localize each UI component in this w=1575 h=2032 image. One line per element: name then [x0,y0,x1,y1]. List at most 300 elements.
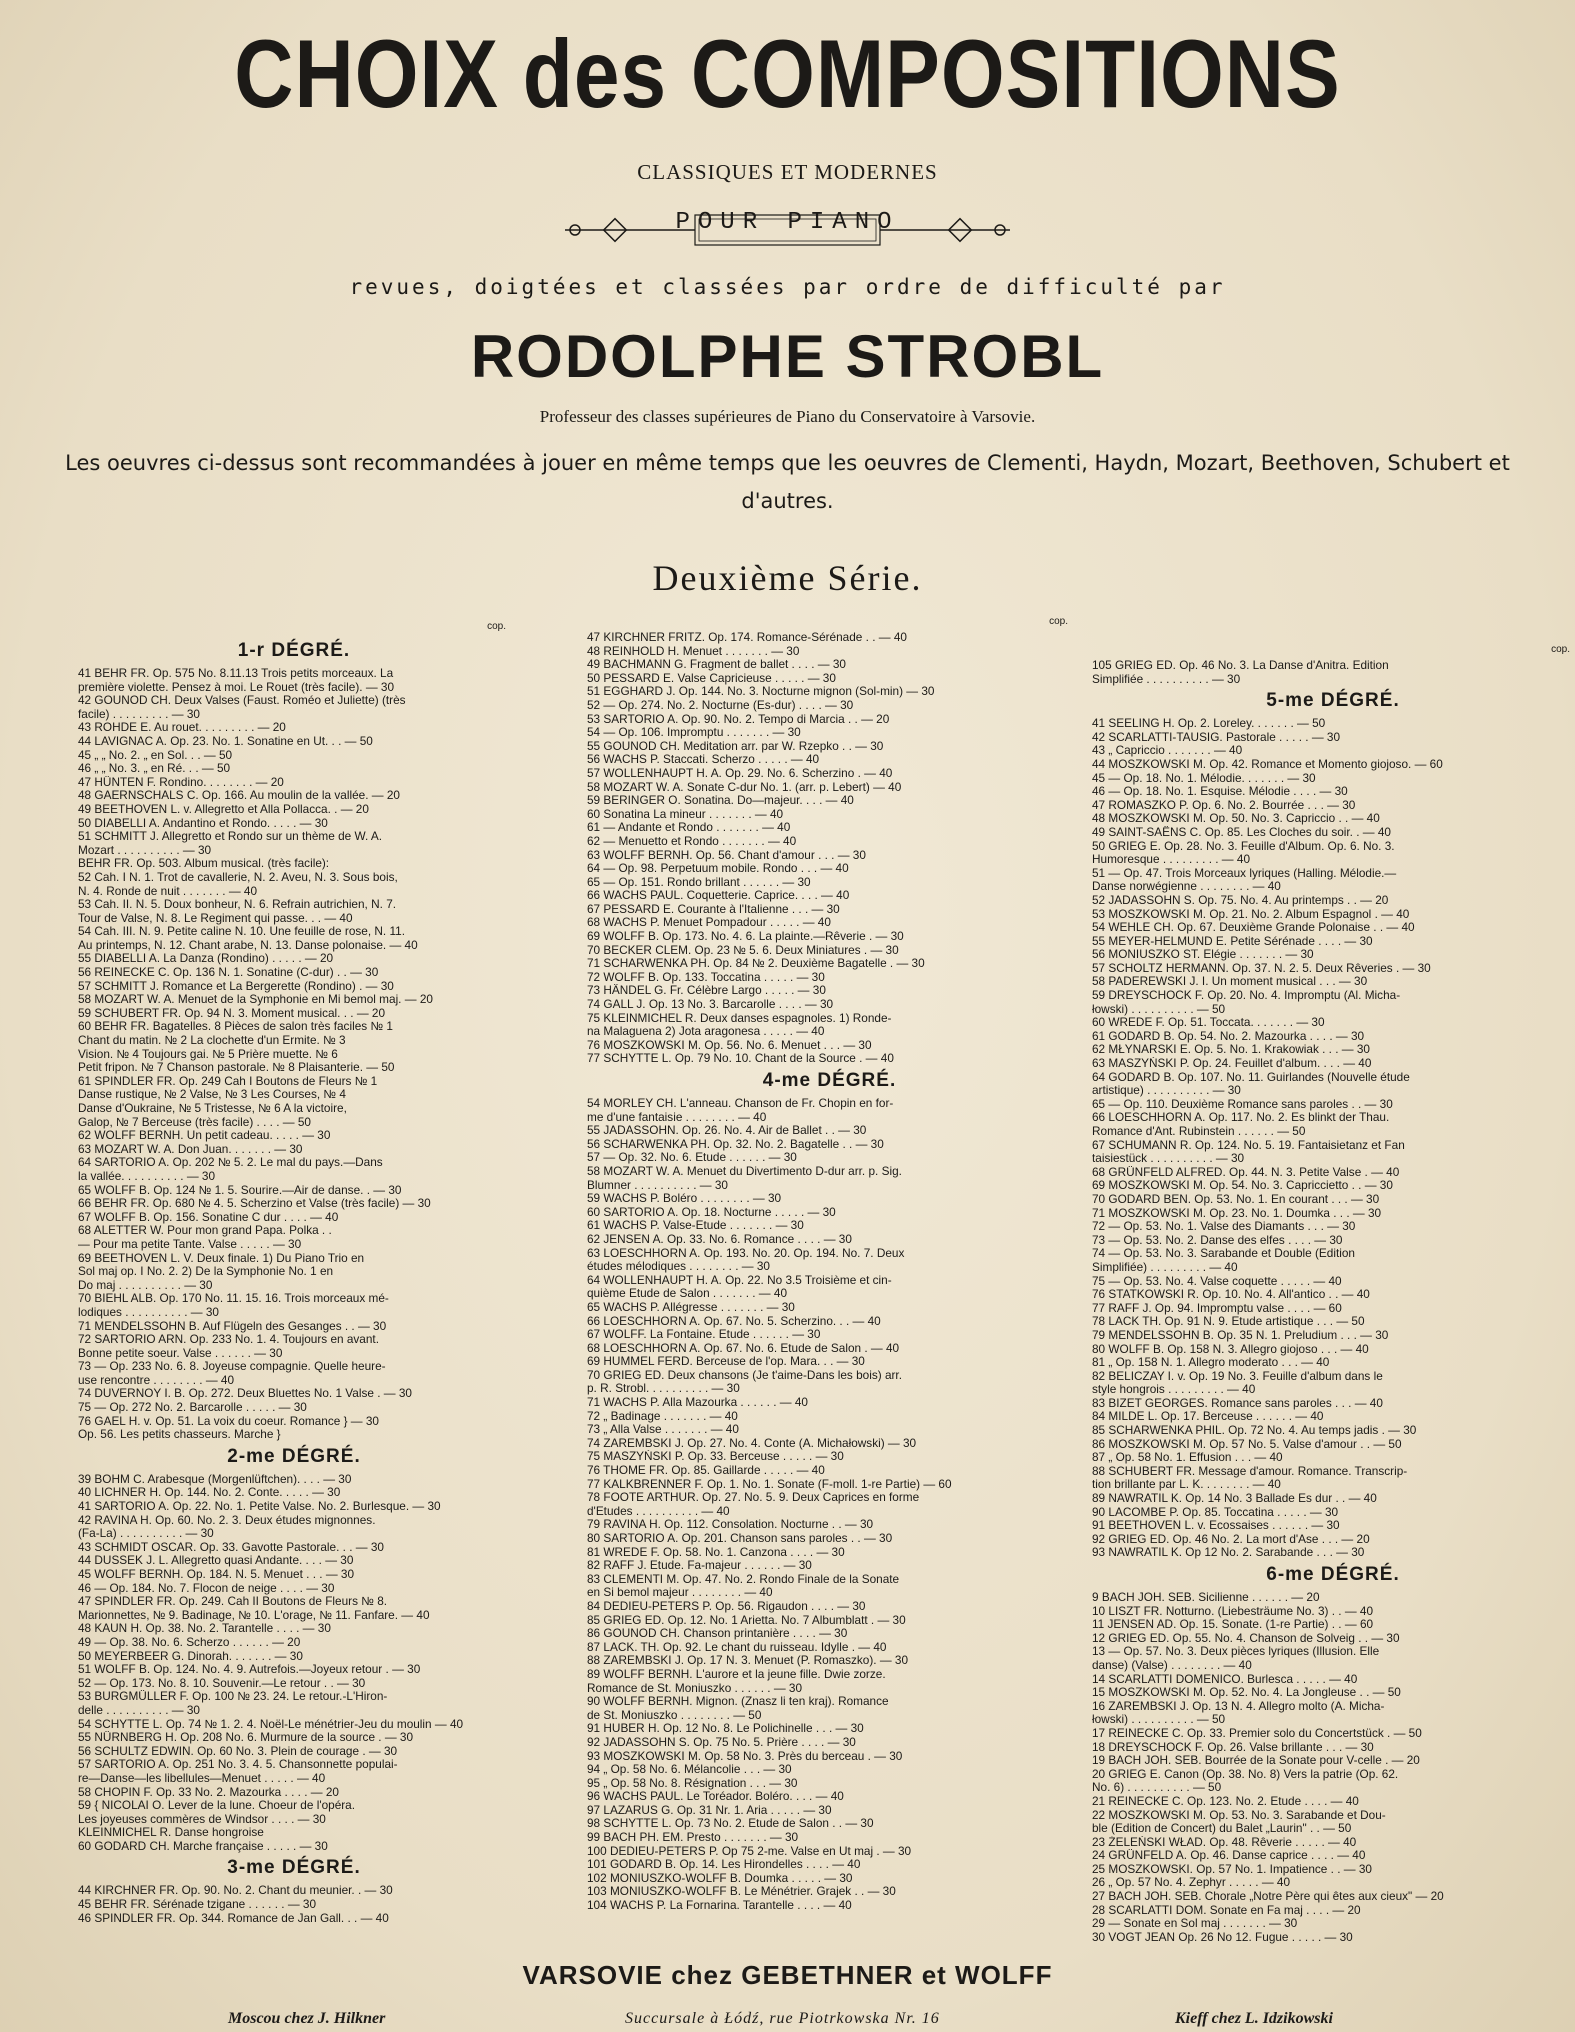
catalog-entry: 55 NÜRNBERG H. Op. 208 No. 6. Murmure de la source . — 30 [78,1731,414,1745]
catalog-entry: 81 „ Op. 158 N. 1. Allegro moderato . . . — 40 [1092,1356,1330,1370]
catalog-entry: 74 DUVERNOY I. B. Op. 272. Deux Bluettes No. 1 Valse . — 30 [78,1387,412,1401]
catalog-entry: Chant du matin. № 2 La clochette d'un Ermite. № 3 [78,1034,346,1048]
catalog-entry: 67 PESSARD E. Courante à l'Italienne . . . — 30 [587,902,840,916]
catalog-entry: 70 GODARD BEN. Op. 53. No. 1. En courant . . . — 30 [1092,1192,1380,1206]
degree-heading: 6-me DÉGRÉ. [1266,1564,1400,1585]
catalog-entry: études mélodiques . . . . . . . . — 30 [587,1260,770,1274]
catalog-entry: 61 WACHS P. Valse-Etude . . . . . . . — 30 [587,1219,804,1233]
catalog-entry: 73 — Op. 233 No. 6. 8. Joyeuse compagnie. Quelle heure- [78,1360,386,1374]
catalog-entry: 98 SCHYTTE L. Op. 73 No. 2. Etude de Salon . . — 30 [587,1817,874,1831]
catalog-entry: 62 MŁYNARSKI E. Op. 5. No. 1. Krakowiak . . . — 30 [1092,1043,1370,1057]
catalog-entry: 57 WOLLENHAUPT H. A. Op. 29. No. 6. Scherzino . — 40 [587,766,893,780]
page-subtitle: CLASSIQUES ET MODERNES [637,160,938,184]
catalog-entry: łowski) . . . . . . . . . . — 50 [1092,1713,1226,1727]
catalog-entry: Blumner . . . . . . . . . . — 30 [587,1178,728,1192]
catalog-entry: 78 LACK TH. Op. 91 N. 9. Etude artistique . . . — 50 [1092,1315,1365,1329]
catalog-entry: 94 „ Op. 58 No. 6. Mélancolie . . . — 30 [587,1763,792,1777]
catalog-entry: 18 DREYSCHOCK F. Op. 26. Valse brillante . . . — 30 [1092,1740,1374,1754]
catalog-entry: łowski) . . . . . . . . . . — 50 [1092,1002,1226,1016]
catalog-entry: 17 REINECKE C. Op. 33. Premier solo du Concertstück . — 50 [1092,1726,1422,1740]
column-1 [78,620,510,1925]
catalog-entry: 48 KAUN H. Op. 38. No. 2. Tarantelle . . . . — 30 [78,1622,331,1636]
catalog-entry: 42 SCARLATTI-TAUSIG. Pastorale . . . . . — 30 [1092,730,1341,744]
catalog-entry: 49 — Op. 38. No. 6. Scherzo . . . . . . — 20 [78,1635,301,1649]
catalog-entry: — Pour ma petite Tante. Valse . . . . . — 30 [78,1237,302,1251]
catalog-entry: 84 DEDIEU-PETERS P. Op. 56. Rigaudon . . . . — 30 [587,1599,866,1613]
catalog-entry: Simplifiée . . . . . . . . . . — 30 [1092,672,1241,686]
catalog-entry: 22 MOSZKOWSKI M. Op. 53. No. 3. Sarabande et Dou- [1092,1808,1386,1822]
catalog-entry: 82 BELICZAY I. v. Op. 19 No. 3. Feuille d'album dans le [1092,1369,1383,1383]
catalog-entry: 63 MASZYŃSKI P. Op. 24. Feuillet d'album. . . . — 40 [1092,1057,1372,1071]
catalog-entry: BEHR FR. Op. 503. Album musical. (très facile): [78,857,330,871]
catalog-entry: 42 GOUNOD CH. Deux Valses (Faust. Roméo et Juliette) (très [78,694,406,708]
catalog-entry: 72 — Op. 53. No. 1. Valse des Diamants . . . — 30 [1092,1220,1356,1234]
series-heading: Deuxième Série. [652,558,923,598]
catalog-entry: 43 „ Capriccio . . . . . . . — 40 [1092,744,1243,758]
catalog-entry: 42 RAVINA H. Op. 60. No. 2. 3. Deux études mignonnes. [78,1513,376,1527]
catalog-entry: 56 REINECKE C. Op. 136 N. 1. Sonatine (C-dur) . . — 30 [78,966,379,980]
catalog-entry: 93 NAWRATIL K. Op 12 No. 2. Sarabande . . . — 30 [1092,1546,1365,1560]
catalog-entry: 91 BEETHOVEN L. v. Ecossaises . . . . . . — 30 [1092,1519,1340,1533]
catalog-entry: 85 SCHARWENKA PHIL. Op. 72 No. 4. Au temps jadis . — 30 [1092,1424,1417,1438]
catalog-entry: 19 BACH JOH. SEB. Bourrée de la Sonate pour V-celle . — 20 [1092,1754,1420,1768]
publisher-line: VARSOVIE chez GEBETHNER et WOLFF [522,1960,1053,1990]
catalog-entry: d'Etudes . . . . . . . . . . — 40 [587,1504,730,1518]
catalog-entry: 51 — Op. 47. Trois Morceaux lyriques (Halling. Mélodie.— [1092,866,1397,880]
catalog-entry: 63 MOZART W. A. Don Juan. . . . . . . — 30 [78,1142,303,1156]
catalog-entry: 86 GOUNOD CH. Chanson printanière . . . . — 30 [587,1627,848,1641]
catalog-entry: 75 — Op. 272 No. 2. Barcarolle . . . . . — 30 [78,1401,307,1415]
catalog-entry: Humoresque . . . . . . . . . — 40 [1092,853,1251,867]
catalog-entry: 67 WOLFF B. Op. 156. Sonatine C dur . . . . — 40 [78,1210,339,1224]
catalog-entry: 65 WOLFF B. Op. 124 № 1. 5. Sourire.—Air de danse. . — 30 [78,1183,402,1197]
catalog-entry: 90 WOLFF BERNH. Mignon. (Znasz li ten kraj). Romance [587,1695,889,1709]
catalog-entry: 72 SARTORIO ARN. Op. 233 No. 1. 4. Toujours en avant. [78,1333,379,1347]
catalog-entry: 77 KALKBRENNER F. Op. 1. No. 1. Sonate (F-moll. 1-re Partie) — 60 [587,1477,952,1491]
catalog-entry: 91 HUBER H. Op. 12 No. 8. Le Polichinelle . . . — 30 [587,1722,864,1736]
imprint-center: Succursale à Łódź, rue Piotrkowska Nr. 16 [625,2010,940,2027]
catalog-entry: (Fa-La) . . . . . . . . . . — 30 [78,1527,214,1541]
catalog-entry: 15 MOSZKOWSKI M. Op. 52. No. 4. La Jongleuse . . — 50 [1092,1686,1401,1700]
catalog-entry: 74 GALL J. Op. 13 No. 3. Barcarolle . . . . — 30 [587,998,834,1012]
catalog-entry: 25 MOSZKOWSKI. Op. 57 No. 1. Impatience . . — 30 [1092,1862,1372,1876]
catalog-entry: 61 GODARD B. Op. 54. No. 2. Mazourka . . . . — 30 [1092,1029,1365,1043]
catalog-entry: 28 SCARLATTI DOM. Sonate en Fa maj . . . . — 20 [1092,1903,1361,1917]
catalog-entry: 68 LOESCHHORN A. Op. 67. No. 6. Etude de Salon . — 40 [587,1341,900,1355]
catalog-entry: 46 — Op. 184. No. 7. Flocon de neige . . . . — 30 [78,1581,335,1595]
catalog-entry: 44 MOSZKOWSKI M. Op. 42. Romance et Momento giojoso. — 60 [1092,757,1443,771]
catalog-entry: 48 REINHOLD H. Menuet . . . . . . . — 30 [587,644,800,658]
catalog-entry: 13 — Op. 57. No. 3. Deux pièces lyriques (Illusion. Elle [1092,1645,1380,1659]
catalog-entry: 11 JENSEN AD. Op. 15. Sonate. (1-re Partie) . . — 60 [1092,1618,1374,1632]
catalog-entry: 9 BACH JOH. SEB. Sicilienne . . . . . . — 20 [1092,1591,1320,1604]
catalog-entry: 74 — Op. 53. No. 3. Sarabande et Double (Edition [1092,1247,1355,1261]
catalog-entry: première violette. Pensez à moi. Le Rouet (très facile). — 30 [78,680,395,694]
entry-list [1092,659,1574,686]
degree-heading: 5-me DÉGRÉ. [1266,690,1400,712]
catalog-entry: 59 SCHUBERT FR. Op. 94 N. 3. Moment musical. . . — 20 [78,1006,386,1020]
catalog-entry: 78 FOOTE ARTHUR. Op. 27. No. 5. 9. Deux Caprices en forme [587,1491,920,1505]
catalog-entry: 30 VOGT JEAN Op. 26 No 12. Fugue . . . . . — 30 [1092,1930,1353,1944]
catalog-entry: 58 PADEREWSKI J. I. Un moment musical . . . — 30 [1092,975,1368,989]
catalog-entry: 66 BEHR FR. Op. 680 № 4. 5. Scherzino et Valse (très facile) — 30 [78,1197,431,1211]
catalog-entry: 76 GAEL H. v. Op. 51. La voix du coeur. Romance } — 30 [78,1414,379,1428]
catalog-entry: 69 HUMMEL FERD. Berceuse de l'op. Mara. . . — 30 [587,1355,865,1369]
catalog-entry: 60 GODARD CH. Marche française . . . . . — 30 [78,1839,328,1853]
catalog-entry: use rencontre . . . . . . . . — 40 [78,1373,235,1387]
entry-list [1092,717,1574,1560]
catalog-entry: 82 RAFF J. Etude. Fa-majeur . . . . . . — 30 [587,1559,812,1573]
catalog-entry: 55 GOUNOD CH. Meditation arr. par W. Rzepko . . — 30 [587,739,884,753]
catalog-entry: 14 SCARLATTI DOMENICO. Burlesca . . . . . — 40 [1092,1672,1358,1686]
entry-list [78,1473,510,1854]
catalog-entry: 105 GRIEG ED. Op. 46 No. 3. La Danse d'Anitra. Edition [1092,659,1389,672]
catalog-entry: 62 WOLFF BERNH. Un petit cadeau. . . . . — 30 [78,1129,331,1143]
catalog-entry: 89 NAWRATIL K. Op. 14 No. 3 Ballade Es dur . . — 40 [1092,1492,1377,1506]
catalog-entry: 39 BOHM C. Arabesque (Morgenlüftchen). . . . — 30 [78,1472,352,1486]
degree-heading: 3-me DÉGRÉ. [227,1857,361,1879]
catalog-entry: 24 GRÜNFELD A. Op. 46. Danse caprice . . . . — 40 [1092,1849,1366,1863]
catalog-entry: 51 EGGHARD J. Op. 144. No. 3. Nocturne mignon (Sol-min) — 30 [587,685,935,699]
catalog-entry: 73 „ Alla Valse . . . . . . . — 40 [587,1423,739,1437]
catalog-entry: 59 { NICOLAI O. Lever de la lune. Choeur de l'opéra. [78,1799,356,1813]
catalog-entry: 20 GRIEG E. Canon (Op. 38. No. 8) Vers la patrie (Op. 62. [1092,1767,1399,1781]
catalog-entry: 23 ŻELEŃSKI WŁAD. Op. 48. Rêverie . . . . . — 40 [1092,1835,1357,1849]
catalog-entry: 65 — Op. 110. Deuxième Romance sans paroles . . — 30 [1092,1097,1393,1111]
catalog-entry: danse) (Valse) . . . . . . . . — 40 [1092,1658,1252,1672]
catalog-entry: 69 BEETHOVEN L. V. Deux finale. 1) Du Piano Trio en [78,1251,365,1265]
catalog-entry: 69 WOLFF B. Op. 173. No. 4. 6. La plainte.—Rêverie . — 30 [587,930,904,944]
catalog-entry: 65 — Op. 151. Rondo brillant . . . . . . — 30 [587,875,811,889]
cop-label: cop. [1551,644,1570,655]
catalog-entry: 84 MILDE L. Op. 17. Berceuse . . . . . . — 40 [1092,1410,1324,1424]
catalog-entry: 52 — Op. 173. No. 8. 10. Souvenir.—Le retour . . — 30 [78,1676,366,1690]
entry-list [78,667,510,1442]
catalog-entry: 89 WOLFF BERNH. L'aurore et la jeune fille. Dwie zorze. [587,1667,886,1681]
degree-heading: 1-r DÉGRÉ. [237,640,351,661]
catalog-entry: 60 Sonatina La mineur . . . . . . . — 40 [587,807,784,821]
catalog-entry: 70 BECKER CLEM. Op. 23 № 5. 6. Deux Miniatures . — 30 [587,943,899,957]
catalog-entry: 54 SCHYTTE L. Op. 74 № 1. 2. 4. Noël-Le ménétrier-Jeu du moulin — 40 [78,1717,464,1731]
catalog-entry: 104 WACHS P. La Fornarina. Tarantelle . . . . — 40 [587,1899,852,1913]
catalog-entry: 56 MONIUSZKO ST. Elégie . . . . . . . — 30 [1092,948,1314,962]
catalog-entry: 52 JADASSOHN S. Op. 75. No. 4. Au printemps . . — 20 [1092,893,1389,907]
catalog-entry: 66 WACHS PAUL. Coquetterie. Caprice. . . . — 40 [587,889,850,903]
catalog-entry: 55 DIABELLI A. La Danza (Rondino) . . . . . — 20 [78,952,334,966]
catalog-entry: 69 MOSZKOWSKI M. Op. 54. No. 3. Capriccietto . . — 30 [1092,1179,1393,1193]
catalog-entry: en Si bemol majeur . . . . . . . . — 40 [587,1586,773,1600]
catalog-entry: 58 MOZART W. A. Sonate C-dur No. 1. (arr. p. Lebert) — 40 [587,780,902,794]
catalog-entry: 73 — Op. 53. No. 2. Danse des elfes . . . . — 30 [1092,1233,1343,1247]
catalog-entry: 73 HÄNDEL G. Fr. Célèbre Largo . . . . . — 30 [587,984,826,998]
catalog-entry: Tour de Valse, N. 8. Le Regiment qui passe. . . — 40 [78,911,353,925]
catalog-entry: Sol maj op. I No. 2. 2) De la Symphonie No. 1 en [78,1265,334,1279]
catalog-entry: 96 WACHS PAUL. Le Toréador. Boléro. . . . — 40 [587,1790,844,1804]
degree-heading: 2-me DÉGRÉ. [227,1445,361,1467]
catalog-entry: 68 GRÜNFELD ALFRED. Op. 44. N. 3. Petite Valse . — 40 [1092,1165,1400,1179]
catalog-entry: 64 SARTORIO A. Op. 202 № 5. 2. Le mal du pays.—Dans [78,1156,383,1170]
catalog-entry: 99 BACH PH. EM. Presto . . . . . . . — 30 [587,1831,799,1845]
catalog-entry: 56 SCHULTZ EDWIN. Op. 60 No. 3. Plein de courage . — 30 [78,1744,398,1758]
catalog-entry: 45 BEHR FR. Sérénade tzigane . . . . . . — 30 [78,1898,317,1912]
catalog-entry: 92 JADASSOHN S. Op. 75 No. 5. Prière . . . . — 30 [587,1735,856,1749]
catalog-entry: 66 LOESCHHORN A. Op. 67. No. 5. Scherzino. . . — 40 [587,1314,881,1328]
catalog-entry: 60 WREDE F. Op. 51. Toccata. . . . . . . — 30 [1092,1016,1325,1030]
catalog-entry: Danse norwégienne . . . . . . . . — 40 [1092,880,1281,894]
catalog-entry: 79 RAVINA H. Op. 112. Consolation. Nocturne . . — 30 [587,1518,874,1532]
entry-list [1092,1591,1574,1944]
catalog-entry: 76 MOSZKOWSKI M. Op. 56. No. 6. Menuet . . . — 30 [587,1038,872,1052]
catalog-entry: 41 SARTORIO A. Op. 22. No. 1. Petite Valse. No. 2. Burlesque. — 30 [78,1500,441,1514]
catalog-entry: 97 LAZARUS G. Op. 31 Nr. 1. Aria . . . . . — 30 [587,1803,832,1817]
imprint-left: Moscou chez J. Hilkner [228,2010,386,2027]
catalog-entry: 75 KLEINMICHEL R. Deux danses espagnoles. 1) Ronde- [587,1011,892,1025]
catalog-entry: 65 WACHS P. Allégresse . . . . . . . — 30 [587,1300,795,1314]
catalog-entry: No. 6) . . . . . . . . . . — 50 [1092,1781,1222,1795]
catalog-entry: 55 JADASSOHN. Op. 26. No. 4. Air de Ballet . . — 30 [587,1124,867,1138]
catalog-entry: de St. Moniuszko . . . . . . . . — 50 [587,1708,762,1722]
catalog-entry: 63 LOESCHHORN A. Op. 193. No. 20. Op. 194. No. 7. Deux [587,1246,905,1260]
catalog-entry: 62 — Menuetto et Rondo . . . . . . . — 40 [587,834,797,848]
catalog-entry: 100 DEDIEU-PETERS P. Op 75 2-me. Valse en Ut maj . — 30 [587,1844,912,1858]
catalog-entry: 44 LAVIGNAC A. Op. 23. No. 1. Sonatine en Ut. . . — 50 [78,734,373,748]
catalog-entry: 75 MASZYŃSKI P. Op. 33. Berceuse . . . . . — 30 [587,1450,844,1464]
catalog-entry: 60 SARTORIO A. Op. 18. Nocturne . . . . . — 30 [587,1205,836,1219]
cop-label: cop. [487,621,506,632]
entry-list [78,1884,510,1925]
catalog-entry: 43 ROHDE E. Au rouet. . . . . . . . . — 20 [78,721,286,735]
catalog-entry: delle . . . . . . . . . . — 30 [78,1703,200,1717]
catalog-entry: 58 CHOPIN F. Op. 33 No. 2. Mazourka . . . . — 20 [78,1785,339,1799]
catalog-entry: 93 MOSZKOWSKI M. Op. 58 No. 3. Près du berceau . — 30 [587,1749,903,1763]
catalog-entry: KLEINMICHEL R. Danse hongroise [78,1826,264,1840]
pour-piano-label: POUR PIANO [675,209,900,236]
catalog-entry: 44 KIRCHNER FR. Op. 90. No. 2. Chant du meunier. . — 30 [78,1884,393,1898]
catalog-entry: Bonne petite soeur. Valse . . . . . . — 30 [78,1346,283,1360]
catalog-entry: 58 MOZART W. A. Menuet du Divertimento D-dur arr. p. Sig. [587,1164,902,1178]
catalog-entry: 85 GRIEG ED. Op. 12. No. 1 Arietta. No. 7 Albumblatt . — 30 [587,1613,906,1627]
catalog-entry: 57 SCHMITT J. Romance et La Bergerette (Rondino) . — 30 [78,979,394,993]
imprint-right: Kieff chez L. Idzikowski [1175,2010,1333,2027]
catalog-entry: Les joyeuses commères de Windsor . . . . — 30 [78,1812,326,1826]
catalog-entry: 43 SCHMIDT OSCAR. Op. 33. Gavotte Pastorale. . . — 30 [78,1540,384,1554]
catalog-entry: 26 „ Op. 57 No. 4. Zephyr . . . . . — 40 [1092,1876,1291,1890]
catalog-entry: 55 MEYER-HELMUND E. Petite Sérénade . . . . — 30 [1092,934,1373,948]
catalog-entry: 51 WOLFF B. Op. 124. No. 4. 9. Autrefois.—Joyeux retour . — 30 [78,1663,421,1677]
catalog-entry: 46 „ „ No. 3. „ en Ré. . . — 50 [78,762,231,776]
catalog-entry: 101 GODARD B. Op. 14. Les Hirondelles . . . . — 40 [587,1858,861,1872]
catalog-entry: 53 BURGMÜLLER F. Op. 100 № 23. 24. Le retour.-L'Hiron- [78,1690,388,1704]
catalog-entry: 27 BACH JOH. SEB. Chorale „Notre Père qui êtes aux cieux" — 20 [1092,1890,1444,1904]
catalog-entry: 103 MONIUSZKO-WOLFF B. Le Ménétrier. Grajek . . — 30 [587,1885,896,1899]
catalog-entry: Romance de St. Moniuszko . . . . . . — 30 [587,1681,803,1695]
catalog-entry: 50 GRIEG E. Op. 28. No. 3. Feuille d'Album. Op. 6. No. 3. [1092,839,1395,853]
catalog-entry: 71 MOSZKOWSKI M. Op. 23. No. 1. Doumka . . . — 30 [1092,1206,1382,1220]
catalog-entry: 53 Cah. II. N. 5. Doux bonheur, N. 6. Refrain autrichien, N. 7. [78,898,397,912]
catalog-entry: Au printemps, N. 12. Chant arabe, N. 13. Danse polonaise. — 40 [78,938,418,952]
catalog-entry: lodiques . . . . . . . . . . — 30 [78,1305,219,1319]
author-title: Professeur des classes supérieures de Piano du Conservatoire à Varsovie. [539,407,1036,426]
catalog-entry: Romance d'Ant. Rubinstein . . . . . . — 50 [1092,1125,1306,1138]
catalog-entry: 76 THOME FR. Op. 85. Gaillarde . . . . . — 40 [587,1464,825,1478]
catalog-entry: 54 WEHLE CH. Op. 67. Deuxième Grande Polonaise . . — 40 [1092,921,1415,935]
catalog-entry: 48 MOSZKOWSKI M. Op. 50. No. 3. Capriccio . . — 40 [1092,812,1380,826]
catalog-entry: Op. 56. Les petits chasseurs. Marche } [78,1428,281,1442]
catalog-entry: 47 HÜNTEN F. Rondino. . . . . . . . — 20 [78,775,284,789]
catalog-entry: 48 GAERNSCHALS C. Op. 166. Au moulin de la vallée. — 20 [78,789,400,803]
catalog-entry: 68 ALETTER W. Pour mon grand Papa. Polka . . [78,1224,332,1238]
catalog-entry: 50 DIABELLI A. Andantino et Rondo. . . . . — 30 [78,816,328,830]
catalog-entry: Galop, № 7 Berceuse (très facile) . . . . — 50 [78,1115,311,1129]
catalog-entry: 45 WOLFF BERNH. Op. 184. N. 5. Menuet . . . — 30 [78,1568,355,1581]
catalog-entry: 80 SARTORIO A. Op. 201. Chanson sans paroles . . — 30 [587,1532,893,1545]
catalog-entry: Do maj . . . . . . . . . . — 30 [78,1278,213,1292]
catalog-entry: 60 BEHR FR. Bagatelles. 8 Pièces de salon très faciles № 1 [78,1020,393,1034]
catalog-entry: 87 „ Op. 58 No. 1. Effusion . . . — 40 [1092,1451,1283,1465]
catalog-entry: na Malaguena 2) Jota aragonesa . . . . . — 40 [587,1025,825,1039]
catalog-entry: 83 CLEMENTI M. Op. 47. No. 2. Rondo Finale de la Sonate [587,1572,900,1586]
degree-heading: 4-me DÉGRÉ. [762,1070,897,1091]
catalog-entry: 75 — Op. 53. No. 4. Valse coquette . . . . . — 40 [1092,1274,1342,1288]
catalog-entry: 88 ZAREMBSKI J. Op. 17 N. 3. Menuet (P. Romaszko). — 30 [587,1654,909,1668]
catalog-entry: 64 — Op. 98. Perpetuum mobile. Rondo . . . — 40 [587,862,849,876]
catalog-entry: 92 GRIEG ED. Op. 46 No. 2. La mort d'Ase . . . — 20 [1092,1532,1370,1546]
catalog-entry: 76 STATKOWSKI R. Op. 10. No. 4. All'antico . . — 40 [1092,1288,1370,1302]
catalog-entry: 67 WOLFF. La Fontaine. Etude . . . . . . — 30 [587,1328,821,1342]
catalog-entry: 74 ZAREMBSKI J. Op. 27. No. 4. Conte (A. Michałowski) — 30 [587,1436,917,1450]
catalog-entry: 54 Cah. III. N. 9. Petite caline N. 10. Une feuille de rose, N. 11. [78,925,405,939]
catalog-entry: 67 SCHUMANN R. Op. 124. No. 5. 19. Fantaisietanz et Fan [1092,1138,1405,1152]
catalog-entry: 77 SCHYTTE L. Op. 79 No. 10. Chant de la Source . — 40 [587,1052,894,1066]
catalog-entry: artistique) . . . . . . . . . . — 30 [1092,1084,1241,1098]
catalog-entry: 54 — Op. 106. Impromptu . . . . . . . — 30 [587,726,801,740]
catalog-entry: la vallée. . . . . . . . . . — 30 [78,1169,216,1183]
catalog-entry: taisiestück . . . . . . . . . . — 30 [1092,1152,1245,1166]
catalog-entry: facile) . . . . . . . . . — 30 [78,707,200,721]
catalog-entry: 87 LACK. TH. Op. 92. Le chant du ruisseau. Idylle . — 40 [587,1640,887,1654]
catalog-entry: 49 SAINT-SAËNS C. Op. 85. Les Cloches du soir. . — 40 [1092,825,1391,839]
catalog-entry: 64 WOLLENHAUPT H. A. Op. 22. No 3.5 Troisième et cin- [587,1273,892,1287]
catalog-entry: 53 SARTORIO A. Op. 90. No. 2. Tempo di Marcia . . — 20 [587,712,890,726]
catalog-entry: 72 WOLFF B. Op. 133. Toccatina . . . . . — 30 [587,970,825,984]
catalog-entry: 68 WACHS P. Menuet Pompadour . . . . . — 40 [587,916,831,930]
catalog-entry: 90 LACOMBE P. Op. 85. Toccatina . . . . . — 30 [1092,1505,1339,1519]
catalog-entry: 47 ROMASZKO P. Op. 6. No. 2. Bourrée . . . — 30 [1092,798,1356,812]
catalog-entry: style hongrois . . . . . . . . . — 40 [1092,1383,1256,1397]
catalog-entry: 102 MONIUSZKO-WOLFF B. Doumka . . . . . — 30 [587,1871,853,1885]
catalog-entry: 41 SEELING H. Op. 2. Loreley. . . . . . . — 50 [1092,717,1326,731]
catalog-entry: tion brillante par L. K. . . . . . . . — 40 [1092,1478,1281,1492]
catalog-entry: 51 SCHMITT J. Allegretto et Rondo sur un thème de W. A. [78,830,383,844]
catalog-entry: 45 — Op. 18. No. 1. Mélodie. . . . . . . — 30 [1092,771,1316,785]
catalog-entry: 57 SARTORIO A. Op. 251 No. 3. 4. 5. Chansonnette populai- [78,1758,398,1772]
column-2 [587,615,1072,1913]
catalog-entry: 21 REINECKE C. Op. 123. No. 2. Etude . . . . — 40 [1092,1794,1359,1808]
entry-list [587,1097,1072,1913]
catalog-entry: 40 LICHNER H. Op. 144. No. 2. Conte. . . . . — 30 [78,1486,341,1500]
page-title: CHOIX des COMPOSITIONS [234,20,1341,129]
catalog-entry: 57 — Op. 32. No. 6. Etude . . . . . . — 30 [587,1151,797,1165]
catalog-entry: 66 LOESCHHORN A. Op. 117. No. 2. Es blinkt der Thau. [1092,1111,1390,1125]
catalog-entry: 56 WACHS P. Staccati. Scherzo . . . . . — 40 [587,753,820,767]
catalog-entry: 46 — Op. 18. No. 1. Esquise. Mélodie . . . . — 30 [1092,785,1348,799]
column-3 [1092,643,1574,1944]
catalog-entry: 71 SCHARWENKA PH. Op. 84 № 2. Deuxième Bagatelle . — 30 [587,957,925,971]
catalog-entry: 80 WOLFF B. Op. 158 N. 3. Allegro giojoso . . . — 40 [1092,1342,1369,1356]
catalog-entry: N. 4. Ronde de nuit . . . . . . . — 40 [78,884,258,898]
catalog-entry: 50 MEYERBEER G. Dinorah. . . . . . . — 30 [78,1649,303,1663]
catalog-entry: 59 BERINGER O. Sonatina. Do—majeur. . . . — 40 [587,794,854,808]
catalog-entry: 10 LISZT FR. Notturno. (Liebesträume No. 3) . . — 40 [1092,1604,1374,1618]
catalog-entry: 44 DUSSEK J. L. Allegretto quasi Andante. . . . — 30 [78,1554,354,1568]
catalog-entry: 41 BEHR FR. Op. 575 No. 8.11.13 Trois petits morceaux. La [78,667,394,680]
catalog-entry: me d'une fantaisie . . . . . . . . — 40 [587,1110,767,1124]
catalog-entry: 70 BIEHL ALB. Op. 170 No. 11. 15. 16. Trois morceaux mé- [78,1292,389,1306]
catalog-entry: Danse rustique, № 2 Valse, № 3 Les Courses, № 4 [78,1088,346,1102]
catalog-entry: 54 MORLEY CH. L'anneau. Chanson de Fr. Chopin en for- [587,1097,894,1110]
catalog-entry: 72 „ Badinage . . . . . . . — 40 [587,1409,738,1423]
cop-label: cop. [1049,616,1068,627]
catalog-entry: 77 RAFF J. Op. 94. Impromptu valse . . . . — 60 [1092,1301,1342,1315]
catalog-entry: quième Etude de Salon . . . . . . . — 40 [587,1287,788,1301]
catalog-entry: 50 PESSARD E. Valse Capricieuse . . . . . — 30 [587,671,836,685]
catalog-entry: Simplifiée) . . . . . . . . . — 40 [1092,1260,1238,1274]
catalog-entry: 79 MENDELSSOHN B. Op. 35 N. 1. Preludium . . . — 30 [1092,1328,1389,1342]
catalog-entry: 59 WACHS P. Boléro . . . . . . . . — 30 [587,1192,782,1206]
catalog-entry: 62 JENSEN A. Op. 33. No. 6. Romance . . . . — 30 [587,1232,852,1246]
catalog-entry: Vision. № 4 Toujours gai. № 5 Prière muette. № 6 [78,1047,338,1061]
catalog-entry: 47 SPINDLER FR. Op. 249. Cah II Boutons de Fleurs № 8. [78,1595,388,1609]
catalog-entry: 57 SCHOLTZ HERMANN. Op. 37. N. 2. 5. Deux Rêveries . — 30 [1092,961,1431,975]
catalog-entry: 61 SPINDLER FR. Op. 249 Cah I Boutons de Fleurs № 1 [78,1074,378,1088]
entry-list [587,631,1072,1066]
catalog-entry: Petit fripon. № 7 Chanson pastorale. № 8 Plaisanterie. — 50 [78,1061,395,1075]
catalog-entry: 64 GODARD B. Op. 107. No. 11. Guirlandes (Nouvelle étude [1092,1070,1410,1084]
catalog-entry: 83 BIZET GEORGES. Romance sans paroles . . . — 40 [1092,1396,1383,1410]
catalog-entry: 81 WREDE F. Op. 58. No. 1. Canzona . . . . — 30 [587,1545,845,1559]
catalog-entry: 61 — Andante et Rondo . . . . . . . — 40 [587,821,791,835]
catalog-entry: 49 BACHMANN G. Fragment de ballet . . . . — 30 [587,658,846,672]
catalog-entry: 56 SCHARWENKA PH. Op. 32. No. 2. Bagatelle . . — 30 [587,1137,884,1151]
catalog-entry: Danse d'Oukraine, № 5 Tristesse, № 6 A la victoire, [78,1102,347,1115]
catalog-entry: 86 MOSZKOWSKI M. Op. 57 No. 5. Valse d'amour . . — 50 [1092,1437,1402,1451]
catalog-entry: Marionnettes, № 9. Badinage, № 10. L'orage, № 11. Fanfare. — 40 [78,1608,430,1622]
revues-text: revues, doigtées et classées par ordre de difficulté par [349,275,1226,299]
catalog-entry: 88 SCHUBERT FR. Message d'amour. Romance. Transcrip- [1092,1464,1408,1478]
catalog-entry: 46 SPINDLER FR. Op. 344. Romance de Jan Gall. . . — 40 [78,1911,389,1925]
catalog-entry: Mozart . . . . . . . . . . — 30 [78,843,212,857]
catalog-entry: 95 „ Op. 58 No. 8. Résignation . . . — 30 [587,1776,798,1790]
catalog-entry: 52 Cah. I N. 1. Trot de cavallerie, N. 2. Aveu, N. 3. Sous bois, [78,870,398,884]
catalog-entry: ble (Edition de Concert) du Balet „Laurin" . . — 50 [1092,1822,1352,1836]
catalog-entry: 47 KIRCHNER FRITZ. Op. 174. Romance-Sérénade . . — 40 [587,631,907,644]
catalog-entry: 58 MOZART W. A. Menuet de la Symphonie en Mi bemol maj. — 20 [78,993,433,1007]
catalog-entry: 70 GRIEG ED. Deux chansons (Je t'aime-Dans les bois) arr. [587,1368,902,1382]
catalog-entry: 71 MENDELSSOHN B. Auf Flügeln des Gesanges . . — 30 [78,1319,387,1333]
recommendation-text: Les oeuvres ci-dessus sont recommandées à jouer en même temps que les oeuvres de Clementi, Haydn, Mozart, Beethoven, Schubert et d'autres. [65,451,1510,513]
catalog-entry: 16 ZAREMBSKI J. Op. 13 N. 4. Allegro molto (A. Micha- [1092,1699,1385,1713]
catalog-entry: 45 „ „ No. 2. „ en Sol. . . — 50 [78,748,233,762]
catalog-entry: 29 — Sonate en Sol maj . . . . . . . — 30 [1092,1917,1298,1931]
catalog-entry: re—Danse—les libellules—Menuet . . . . . — 40 [78,1771,326,1785]
author-name: RODOLPHE STROBL [470,323,1105,390]
catalog-entry: 63 WOLFF BERNH. Op. 56. Chant d'amour . . . — 30 [587,848,866,862]
catalog-entry: 53 MOSZKOWSKI M. Op. 21. No. 2. Album Espagnol . — 40 [1092,907,1410,921]
catalog-entry: 12 GRIEG ED. Op. 55. No. 4. Chanson de Solveig . . — 30 [1092,1631,1400,1645]
catalog-entry: 52 — Op. 274. No. 2. Nocturne (Es-dur) . . . . — 30 [587,698,854,712]
catalog-entry: 59 DREYSCHOCK F. Op. 20. No. 4. Impromptu (Al. Micha- [1092,989,1401,1003]
catalog-entry: p. R. Strobl. . . . . . . . . . — 30 [587,1382,740,1396]
